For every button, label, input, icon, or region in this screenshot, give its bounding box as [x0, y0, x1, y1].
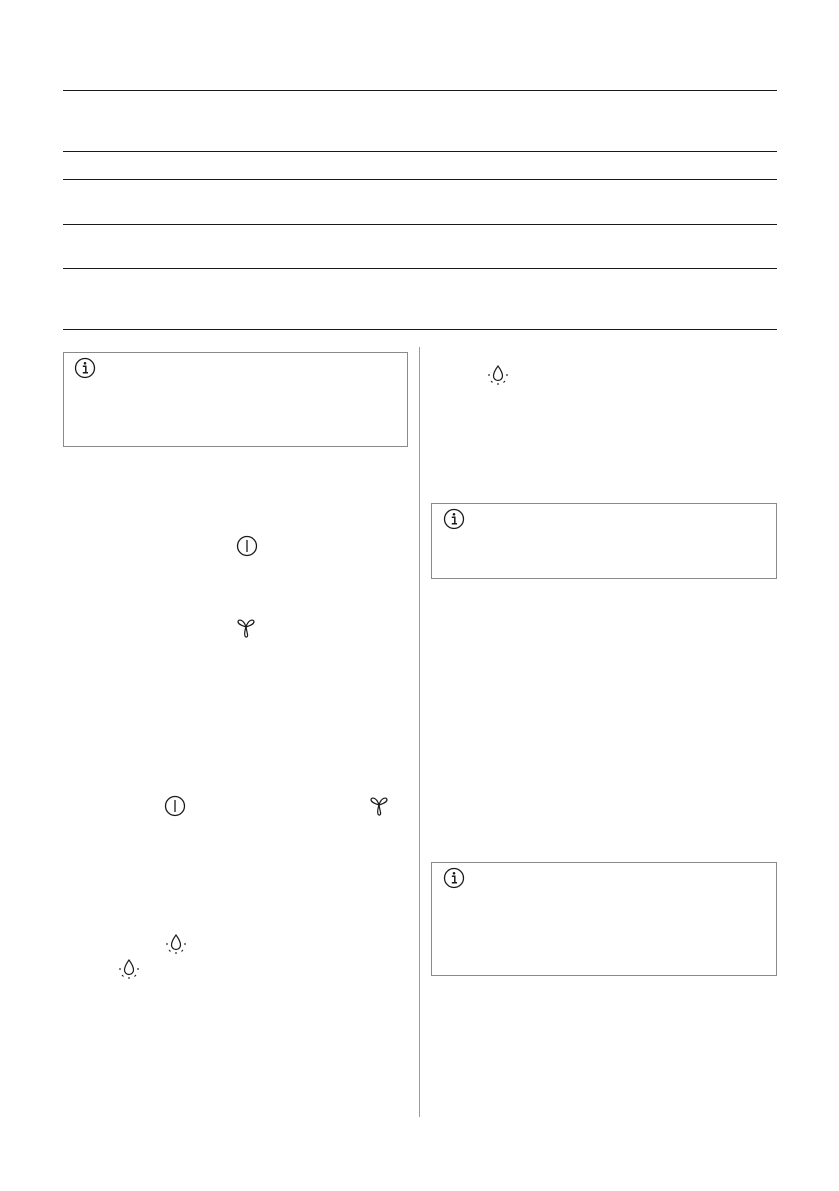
- info-circle-icon: [443, 508, 465, 530]
- info-note-box: [431, 862, 777, 976]
- info-note-box: [431, 503, 777, 579]
- light-bulb-icon: [117, 958, 141, 980]
- table-row-rule: [63, 179, 777, 180]
- power-icon: [164, 795, 186, 817]
- table-header-rule: [63, 151, 777, 152]
- column-divider: [419, 347, 420, 1117]
- fan-icon: [235, 617, 257, 639]
- light-bulb-icon: [486, 364, 510, 386]
- table-bottom-rule: [63, 329, 777, 330]
- info-note-box: [63, 352, 408, 447]
- table-top-rule: [63, 90, 777, 91]
- info-circle-icon: [443, 867, 465, 889]
- table-row-rule: [63, 224, 777, 225]
- light-bulb-icon: [164, 933, 188, 955]
- table-row-rule: [63, 268, 777, 269]
- info-circle-icon: [74, 357, 96, 379]
- power-icon: [236, 535, 258, 557]
- fan-icon: [368, 795, 390, 817]
